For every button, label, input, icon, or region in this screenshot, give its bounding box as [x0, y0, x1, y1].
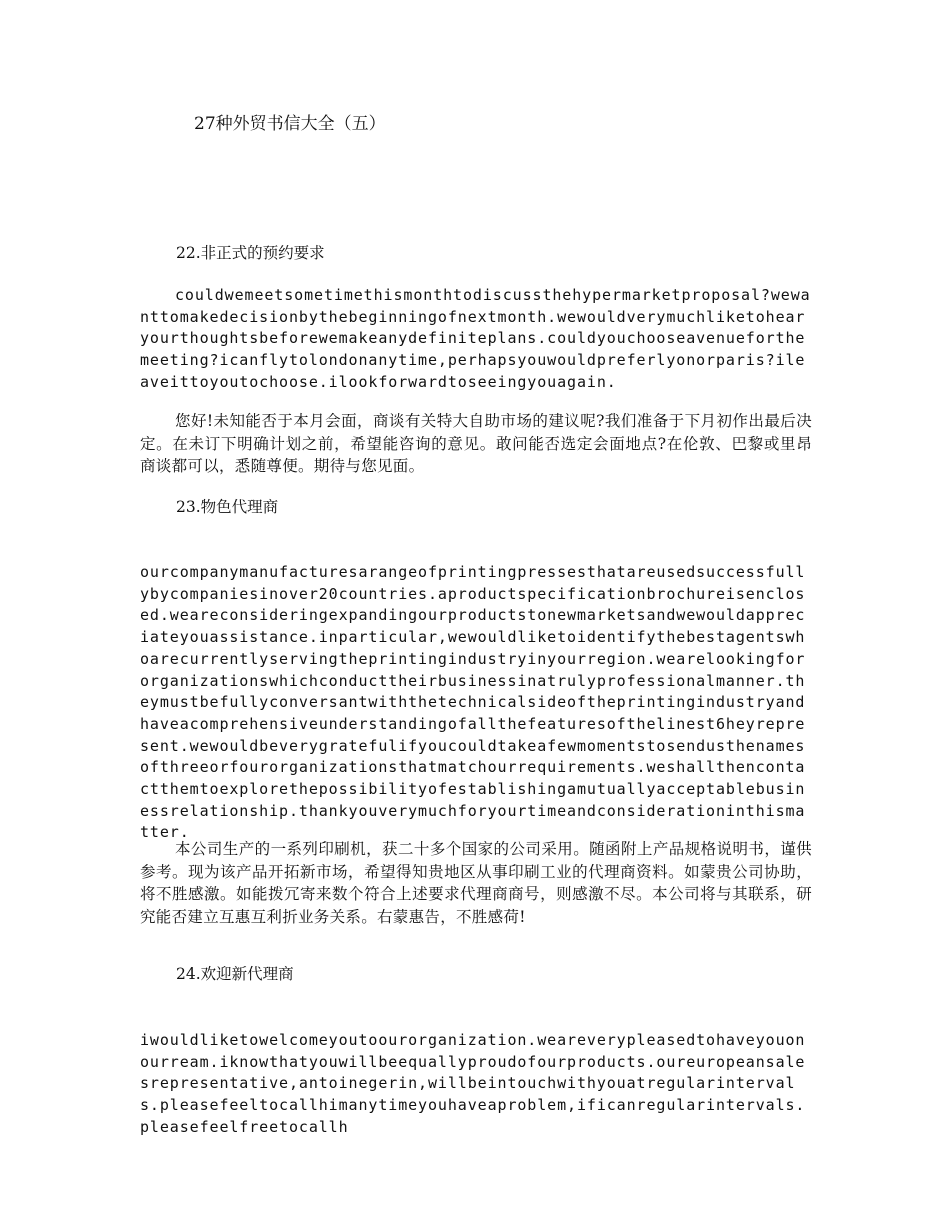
chinese-paragraph-23: 本公司生产的一系列印刷机，获二十多个国家的公司采用。随函附上产品规格说明书，谨供参考。现为该产品开拓新市场，希望得知贵地区从事印刷工业的代理商资料。如蒙贵公司协助，将不胜感激。如能拨冗寄来数个符合上述要求代理商商号，则感激不尽。本公司将与其联系，研究能否建立互惠互利折业务关系。右蒙惠告，不胜感荷!	[140, 840, 812, 926]
section-heading-24: 24.欢迎新代理商	[176, 965, 294, 983]
english-paragraph-23: ourcompanymanufacturesarangeofprintingpressesthatareusedsuccessfullybycompaniesinover20countries.aproductspecificationbrochureisenclosed.weareconsideringexpandingourproductstonewmarketsandwewouldappreciateyouassistance.inparticular,wewouldliketoidentifythebestagentswhoarecurrentlyservingtheprintingindustryinyourregion.wearelookingfororganizationswhichconducttheirbusinessinatrulyprofessionalmanner.theymustbefullyconversantwiththetechnicalsideoftheprintingindustryandhaveacomprehensiveunderstandingofallthefeaturesofthelinest6heyrepresent.wewouldbeverygratefulifyoucouldtakeafewmomentstosendusthenamesofthreeorfourorganizationsthatmatchourrequirements.weshallthencontactthemtoexplorethepossibilityofestablishingamutuallyacceptablebusinessrelationship.thankyouverymuchforyourtimeandconsiderationinthismatter.	[140, 563, 806, 842]
english-paragraph-22: couldwemeetsometimethismonthtodiscussthehypermarketproposal?wewanttomakedecisionbythebeginningofnextmonth.wewouldverymuchliketohearyourthoughtsbeforewemakeanydefiniteplans.couldyouchooseavenueforthemeeting?icanflytolondonanytime,perhapsyouwouldpreferlyonorparis?ileaveittoyoutochoose.ilookforwardtoseeingyouagain.	[140, 286, 811, 391]
section-heading-23: 23.物色代理商	[176, 498, 279, 516]
chinese-paragraph-22: 您好!未知能否于本月会面，商谈有关特大自助市场的建议呢?我们准备于下月初作出最后决定。在未订下明确计划之前，希望能咨询的意见。敢问能否选定会面地点?在伦敦、巴黎或里昂商谈都可以，悉随尊便。期待与您见面。	[140, 412, 812, 475]
section-heading-22: 22.非正式的预约要求	[176, 244, 325, 262]
document-title: 27种外贸书信大全（五）	[194, 114, 386, 134]
english-paragraph-24: iwouldliketowelcomeyoutoourorganization.weareverypleasedtohaveyouonourream.iknowthatyouwillbeequallyproudofourproducts.oureuropeansalesrepresentative,antoinegerin,willbeintouchwithyouatregularintervals.pleasefeeltocallhimanytimeyouhaveaproblem,ificanregularintervals.pleasefeelfreetocallh	[140, 1031, 806, 1136]
